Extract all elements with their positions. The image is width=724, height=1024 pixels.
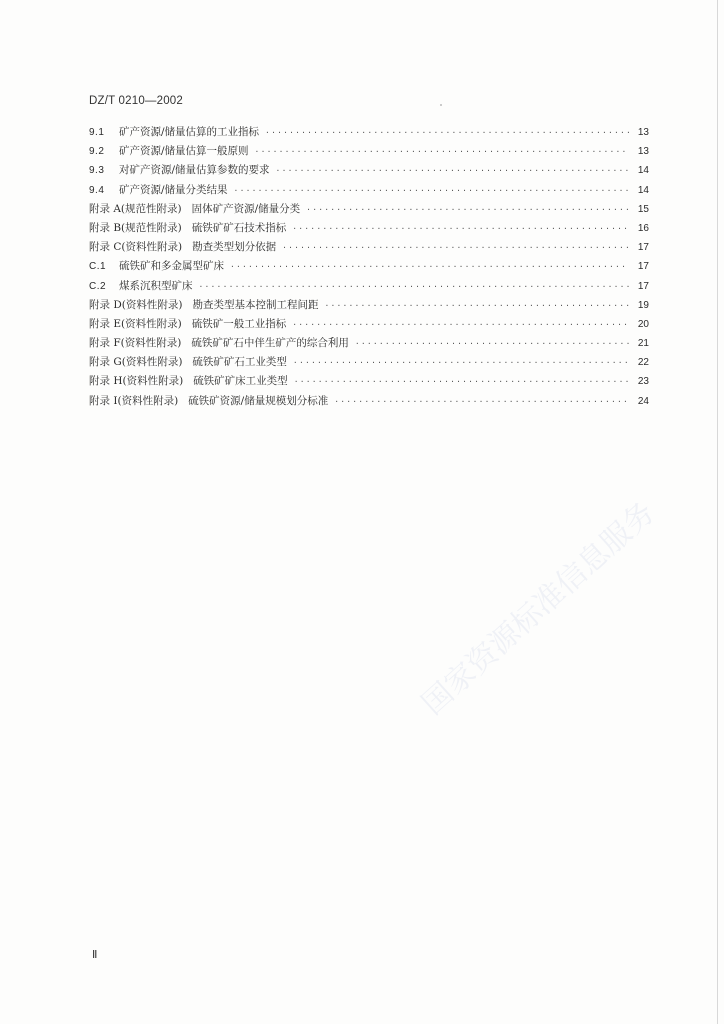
toc-page-number: 16: [637, 222, 649, 234]
watermark: 国家资源标准信息服务: [415, 495, 662, 722]
toc-entry[interactable]: [89, 372, 649, 391]
toc-page-number: 13: [637, 127, 649, 138]
toc-page-number: 15: [637, 203, 649, 215]
table-of-contents: [89, 123, 649, 411]
toc-title: 硫铁矿和多金属型矿床: [119, 260, 224, 273]
toc-title: 硫铁矿矿石技术指标: [191, 221, 287, 234]
toc-title: 矿产资源/储量估算的工业指标: [119, 126, 260, 138]
toc-entry[interactable]: [89, 161, 649, 180]
toc-title: 勘查类型划分依据: [192, 241, 277, 254]
toc-appendix-label: 附录 I(资料性附录): [89, 394, 179, 407]
toc-leader-dots: [280, 238, 629, 257]
toc-page-number: 24: [637, 395, 649, 407]
toc-entry[interactable]: [89, 238, 649, 257]
toc-title: 煤系沉积型矿床: [119, 279, 193, 292]
toc-title: 固体矿产资源/储量分类: [191, 202, 301, 215]
toc-page-number: 17: [637, 242, 649, 254]
toc-entry[interactable]: [89, 181, 649, 200]
toc-appendix-label: 附录 H(资料性附录): [89, 375, 184, 388]
toc-leader-dots: [263, 123, 629, 142]
toc-title: 勘查类型基本控制工程间距: [192, 298, 319, 311]
toc-page-number: 14: [637, 165, 649, 177]
toc-page-number: 17: [637, 280, 649, 292]
toc-entry[interactable]: [89, 200, 649, 219]
toc-leader-dots: [253, 142, 629, 161]
toc-entry[interactable]: [89, 219, 649, 238]
toc-leader-dots: [304, 200, 629, 219]
toc-section-number: 9.2: [89, 146, 105, 158]
page-number: Ⅱ: [92, 949, 98, 961]
toc-leader-dots: [322, 296, 629, 315]
toc-leader-dots: [353, 334, 629, 353]
toc-appendix-label: 附录 F(资料性附录): [89, 337, 182, 350]
toc-leader-dots: [291, 353, 629, 372]
toc-page-number: 14: [637, 184, 649, 196]
toc-title: 硫铁矿资源/储量规模划分标准: [188, 394, 329, 407]
toc-leader-dots: [332, 392, 629, 411]
toc-appendix-label: 附录 C(资料性附录): [89, 241, 183, 254]
page-edge: [717, 0, 718, 1024]
toc-page-number: 19: [637, 299, 649, 311]
toc-entry[interactable]: [89, 392, 649, 411]
toc-title: 硫铁矿矿石中伴生矿产的综合利用: [191, 337, 349, 350]
toc-entry[interactable]: [89, 334, 649, 353]
toc-entry[interactable]: [89, 257, 649, 276]
toc-section-number: 9.1: [89, 127, 105, 138]
toc-page-number: 13: [637, 146, 649, 158]
toc-section-number: 9.4: [89, 184, 105, 196]
toc-entry[interactable]: [89, 142, 649, 161]
toc-appendix-label: 附录 D(资料性附录): [89, 298, 183, 311]
document-code: DZ/T 0210—2002: [89, 95, 184, 107]
toc-section-number: C.1: [89, 261, 107, 273]
toc-leader-dots: [292, 372, 629, 391]
scan-mark: [440, 104, 442, 106]
toc-title: 对矿产资源/储量估算参数的要求: [119, 164, 270, 177]
toc-entry[interactable]: [89, 296, 649, 315]
toc-leader-dots: [228, 257, 629, 276]
toc-appendix-label: 附录 A(规范性附录): [89, 202, 182, 215]
toc-leader-dots: [290, 315, 629, 334]
toc-page-number: 23: [637, 376, 649, 388]
toc-appendix-label: 附录 E(资料性附录): [89, 317, 182, 330]
toc-page-number: 22: [637, 357, 649, 369]
toc-title: 硫铁矿矿石工业类型: [192, 356, 287, 369]
toc-section-number: 9.3: [89, 165, 105, 177]
toc-leader-dots: [290, 219, 629, 238]
toc-title: 矿产资源/储量分类结果: [119, 183, 228, 196]
toc-entry[interactable]: [89, 277, 649, 296]
toc-page-number: 20: [637, 318, 649, 330]
toc-page-number: 21: [637, 338, 649, 350]
toc-title: 矿产资源/储量估算一般原则: [119, 145, 249, 158]
toc-appendix-label: 附录 G(资料性附录): [89, 356, 183, 369]
toc-leader-dots: [274, 161, 629, 180]
toc-entry[interactable]: [89, 353, 649, 372]
toc-title: 硫铁矿矿床工业类型: [193, 375, 288, 388]
toc-page-number: 17: [637, 261, 649, 273]
toc-leader-dots: [197, 277, 630, 296]
toc-title: 硫铁矿一般工业指标: [191, 317, 287, 330]
toc-appendix-label: 附录 B(规范性附录): [89, 221, 182, 234]
toc-entry[interactable]: [89, 123, 649, 142]
toc-leader-dots: [232, 181, 629, 200]
toc-entry[interactable]: [89, 315, 649, 334]
toc-section-number: C.2: [89, 280, 107, 292]
